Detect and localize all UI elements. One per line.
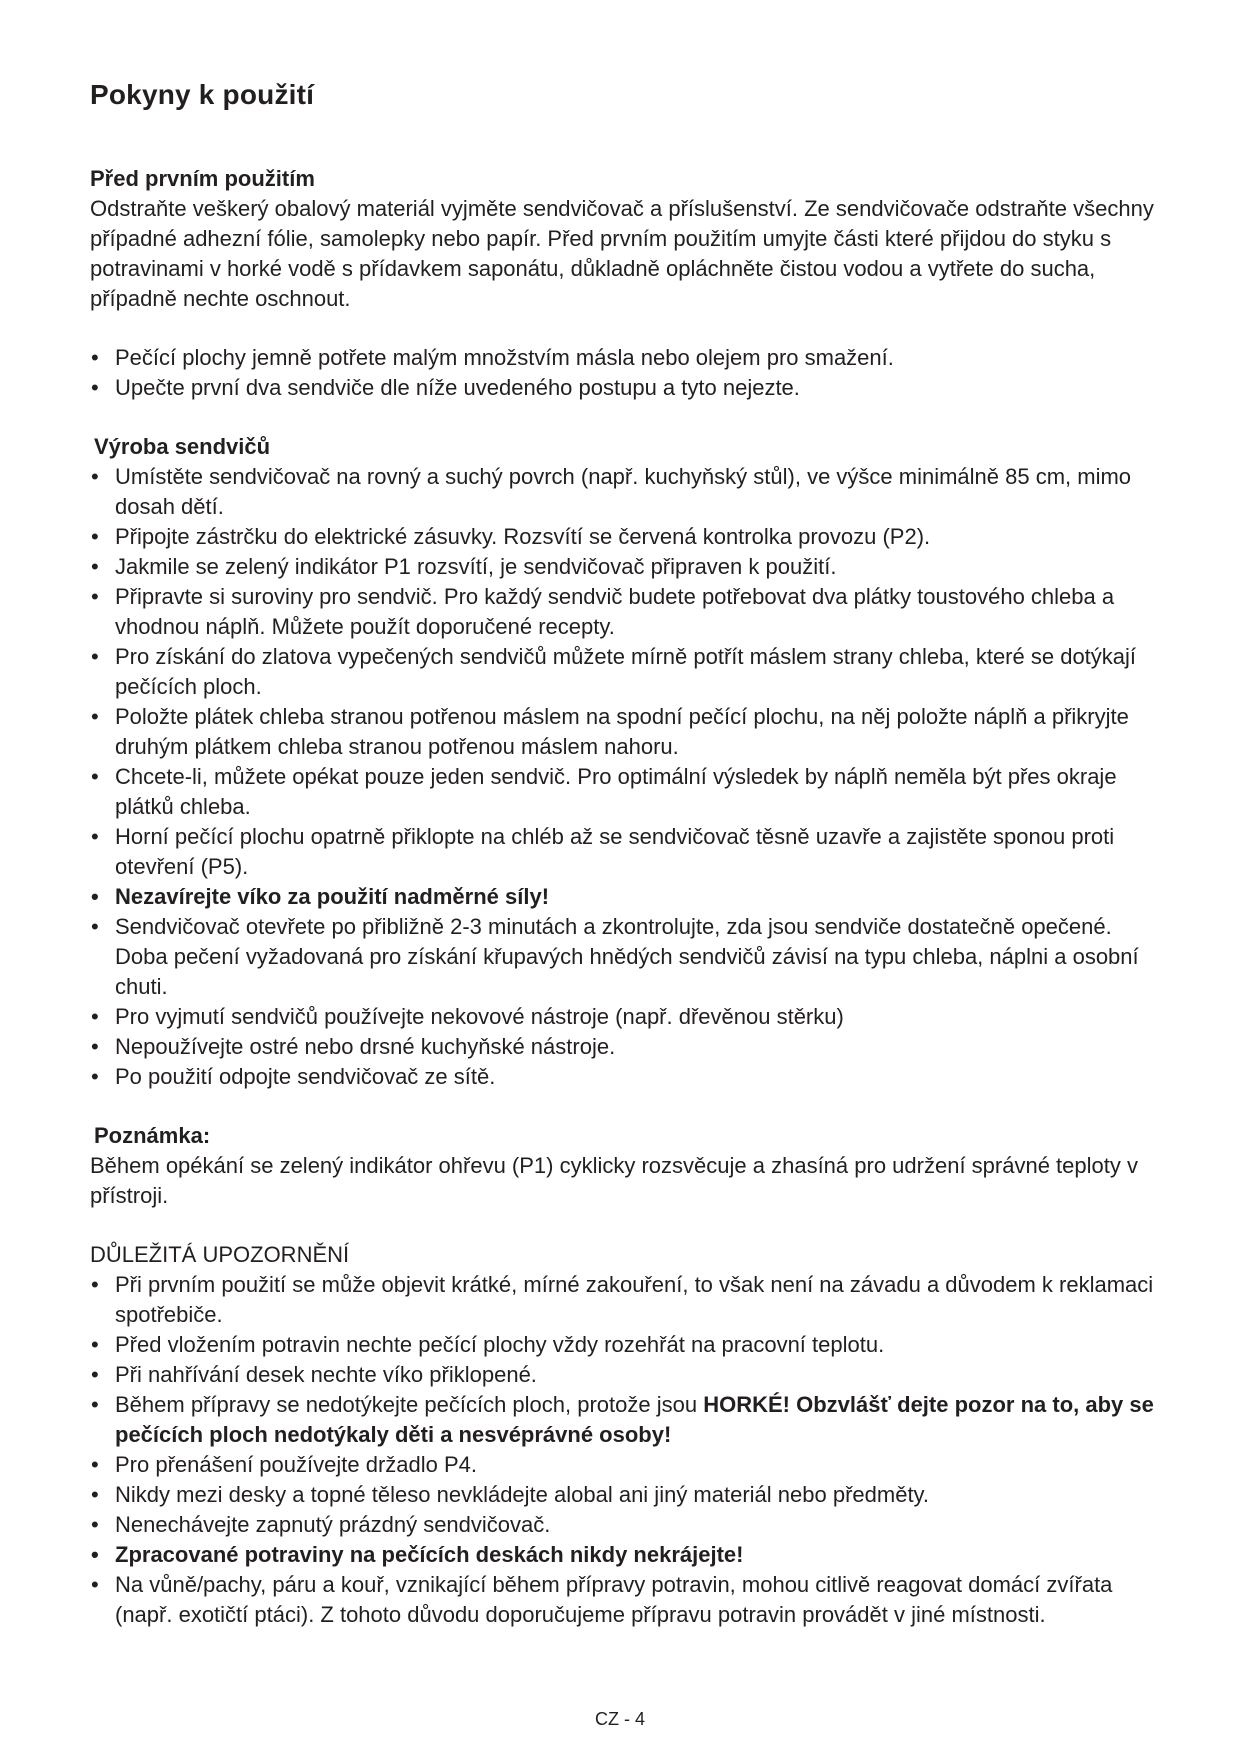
section-heading: DŮLEŽITÁ UPOZORNĚNÍ (90, 1241, 350, 1267)
list-item: • Nepoužívejte ostré nebo drsné kuchyňské nástroje. (90, 1032, 1156, 1062)
list-item: • Horní pečící plochu opatrně přiklopte na chléb až se sendvičovač těsně uzavře a zajistěte sponou proti otevření (P5). (90, 822, 1156, 882)
list-item-hot-warning (90, 1390, 1156, 1450)
list-item: • Upečte první dva sendviče dle níže uvedeného postupu a tyto nejezte. (90, 373, 1156, 403)
section-heading: Před prvním použitím (90, 165, 315, 191)
hot-warning-bold: HORKÉ! Obzvlášť dejte pozor na to, aby se pečících ploch nedotýkaly děti a nesvéprávné osoby! (115, 1391, 1154, 1447)
section-before-first-use (90, 164, 1156, 403)
list-item: • Při nahřívání desek nechte víko přiklopené. (90, 1360, 1156, 1390)
list-item: • Nenechávejte zapnutý prázdný sendvičovač. (90, 1510, 1156, 1540)
list-item: • Položte plátek chleba stranou potřenou máslem na spodní pečící plochu, na něj položte náplň a přikryjte druhým plátkem chleba stranou potřenou máslem nahoru. (90, 702, 1156, 762)
list-item: • Sendvičovač otevřete po přibližně 2-3 minutách a zkontrolujte, zda jsou sendviče dostatečně opečené. Doba pečení vyžadovaná pro získání křupavých hnědých sendvičů závisí na typu chleba, náplni a osobní chuti. (90, 912, 1156, 1002)
list-item: • Na vůně/pachy, páru a kouř, vznikající během přípravy potravin, mohou citlivě reagovat domácí zvířata (např. exotičtí ptáci). Z tohoto důvodu doporučujeme přípravu potravin provádět v jiné místnosti. (90, 1570, 1156, 1630)
section-note (90, 1121, 1156, 1211)
list-item: • Připojte zástrčku do elektrické zásuvky. Rozsvítí se červená kontrolka provozu (P2). (90, 522, 1156, 552)
list-item: • Před vložením potravin nechte pečící plochy vždy rozehřát na pracovní teplotu. (90, 1330, 1156, 1360)
list-item-warning: • Zpracované potraviny na pečících deskách nikdy nekrájejte! (90, 1540, 1156, 1570)
list-item: • Jakmile se zelený indikátor P1 rozsvítí, je sendvičovač připraven k použití. (90, 552, 1156, 582)
list-item: • Pro získání do zlatova vypečených sendvičů můžete mírně potřít máslem strany chleba, které se dotýkají pečících ploch. (90, 642, 1156, 702)
list-item: • Pro přenášení používejte držadlo P4. (90, 1450, 1156, 1480)
section-paragraph: Odstraňte veškerý obalový materiál vyjměte sendvičovač a příslušenství. Ze sendvičovače odstraňte všechny případné adhezní fólie, samolepky nebo papír. Před prvním použitím umyjte části které přijdou do styku s potravinami v horké vodě s přídavkem saponátu, důkladně opláchněte čistou vodou a vytřete do sucha, případně nechte oschnout. (90, 195, 1154, 311)
section-paragraph: Během opékání se zelený indikátor ohřevu (P1) cyklicky rozsvěcuje a zhasíná pro udržení správné teploty v přístroji. (90, 1152, 1138, 1208)
page-title: Pokyny k použití (90, 79, 315, 110)
list-item: • Pro vyjmutí sendvičů používejte nekovové nástroje (např. dřevěnou stěrku) (90, 1002, 1156, 1032)
section-heading: Poznámka: (94, 1122, 211, 1148)
section-heading: Výroba sendvičů (94, 433, 271, 459)
section-making-sandwiches (90, 432, 1156, 1092)
list-item: • Nikdy mezi desky a topné těleso nevkládejte alobal ani jiný materiál nebo předměty. (90, 1480, 1156, 1510)
list-item-warning: • Nezavírejte víko za použití nadměrné síly! (90, 882, 1156, 912)
list-item: • Připravte si suroviny pro sendvič. Pro každý sendvič budete potřebovat dva plátky toustového chleba a vhodnou náplň. Můžete použít doporučené recepty. (90, 582, 1156, 642)
list-item: • Chcete-li, můžete opékat pouze jeden sendvič. Pro optimální výsledek by náplň neměla být přes okraje plátků chleba. (90, 762, 1156, 822)
hot-warning-text: Během přípravy se nedotýkejte pečících ploch, protože jsou (115, 1391, 704, 1417)
section-important (90, 1240, 1156, 1630)
list-item: • Umístěte sendvičovač na rovný a suchý povrch (např. kuchyňský stůl), ve výšce minimálně 85 cm, mimo dosah dětí. (90, 462, 1156, 522)
list-item: • Po použití odpojte sendvičovač ze sítě. (90, 1062, 1156, 1092)
bullet-list (90, 1270, 1156, 1630)
document-page (90, 78, 1156, 1630)
list-item: • Pečící plochy jemně potřete malým množstvím másla nebo olejem pro smažení. (90, 343, 1156, 373)
page-number: CZ - 4 (594, 1709, 645, 1729)
bullet-list (90, 462, 1156, 1092)
bullet-list (90, 343, 1156, 403)
list-item: • Při prvním použití se může objevit krátké, mírné zakouření, to však není na závadu a důvodem k reklamaci spotřebiče. (90, 1270, 1156, 1330)
